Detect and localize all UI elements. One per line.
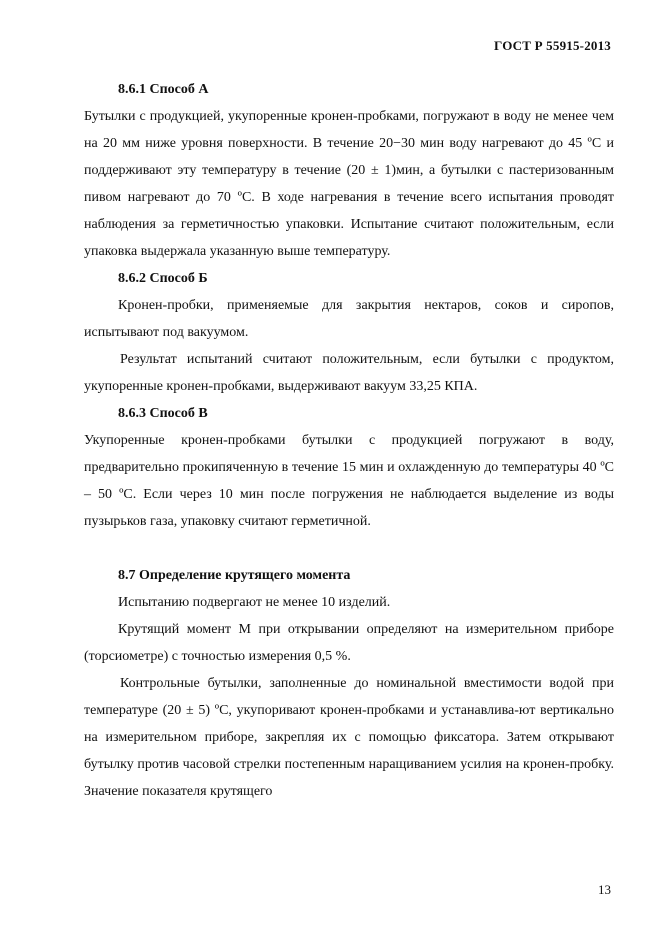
section-8-6-1-heading: 8.6.1 Способ А [118, 82, 209, 97]
section-8-6-3-paragraph: Укупоренные кронен-пробками бутылки с продукцией погружают в воду, предварительно прокипяченную в течение 15 мин и охлажденную до температуры 40 ºС – 50 ºС. Если через 10 мин после погружения не наблюдается выделение из воды пузырьков газа, упаковку считают герметичной. [84, 433, 614, 529]
section-8-6-3-heading: 8.6.3 Способ В [118, 406, 208, 421]
section-8-7-paragraph-2: Крутящий момент М при открывании определяют на измерительном приборе (торсиометре) с точностью измерения 0,5 %. [84, 622, 614, 664]
document-header: ГОСТ Р 55915-2013 [494, 38, 611, 53]
section-8-6-2-paragraph-2: Результат испытаний считают положительным, если бутылки с продуктом, укупоренные кронен-пробками, выдерживают вакуум 33,25 КПА. [84, 352, 614, 394]
section-spacer [84, 535, 614, 562]
section-8-7-heading: 8.7 Определение крутящего момента [118, 568, 351, 583]
section-8-7-paragraph-3: Контрольные бутылки, заполненные до номинальной вместимости водой при температуре (20 ± 5) ºС, укупоривают кронен-пробками и устанавлива-ют вертикально на измерительном приборе, закрепляя их с помощью фиксатора. Затем открывают бутылку против часовой стрелки постепенным наращиванием усилия на кронен-пробку. Значение показателя крутящего [84, 676, 614, 799]
section-8-6-2-paragraph-1: Кронен-пробки, применяемые для закрытия нектаров, соков и сиропов, испытывают под вакуумом. [84, 298, 614, 340]
section-8-6-1-paragraph: Бутылки с продукцией, укупоренные кронен-пробками, погружают в воду не менее чем на 20 мм ниже уровня поверхности. В течение 20−30 мин воду нагревают до 45 ºС и поддерживают эту температуру в течение (20 ± 1)мин, а бутылки с пастеризованным пивом нагревают до 70 ºС. В ходе нагревания в течение всего испытания проводят наблюдения за герметичностью упаковки. Испытание считают положительным, если упаковка выдержала указанную выше температуру. [84, 109, 614, 259]
page-number: 13 [598, 882, 611, 897]
section-8-7-paragraph-1: Испытанию подвергают не менее 10 изделий. [118, 595, 391, 610]
section-8-6-2-heading: 8.6.2 Способ Б [118, 271, 208, 286]
page-body [84, 76, 614, 805]
